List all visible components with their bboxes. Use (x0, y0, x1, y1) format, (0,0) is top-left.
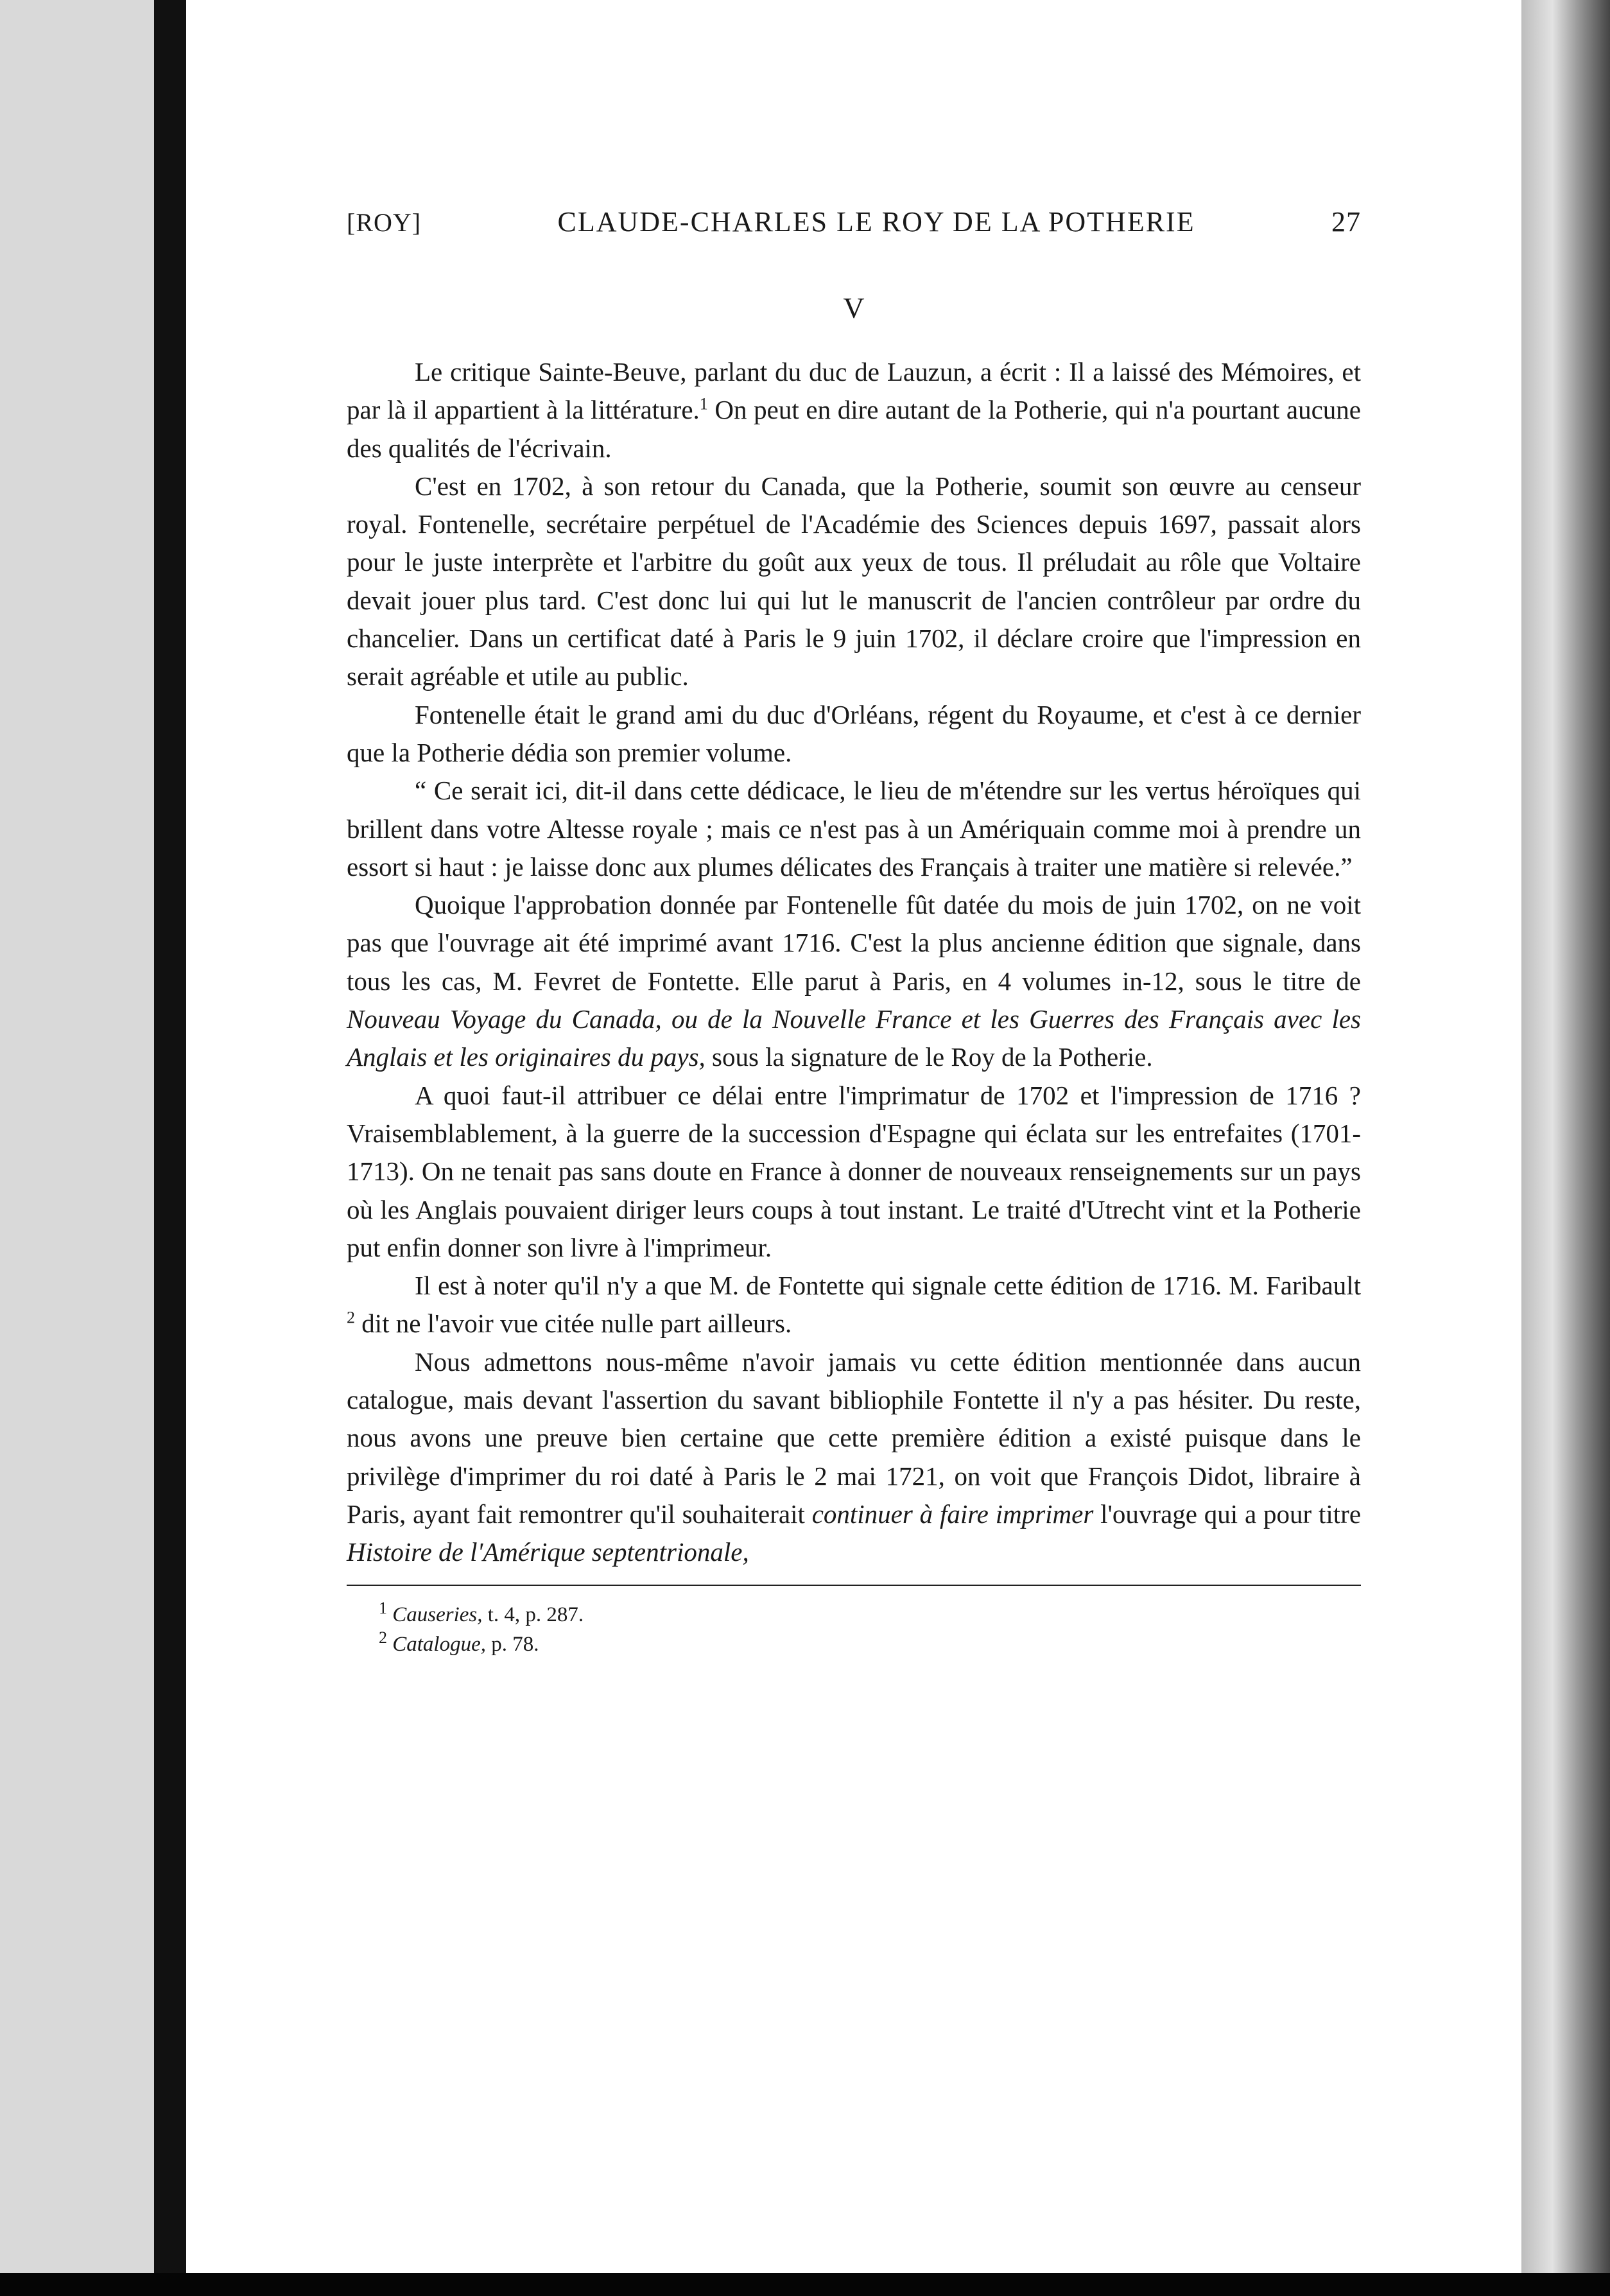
paragraph-1 (347, 353, 1361, 467)
footnote-1-mark: 1 (379, 1598, 387, 1617)
paragraph-1-text-b: On peut en dire autant de la Potherie, qui n'a pourtant aucune des qualités de l'écrivain. (347, 395, 1361, 463)
paragraph-5 (347, 886, 1361, 1076)
paragraph-2: C'est en 1702, à son retour du Canada, que la Potherie, soumit son œuvre au censeur royal. Fontenelle, secrétaire perpétuel de l'Académie des Sciences depuis 1697, passait alors pour le juste interprète et l'arbitre du goût aux yeux de tous. Il préludait au rôle que Voltaire devait jouer plus tard. C'est donc lui qui lut le manuscrit de l'ancien contrôleur par ordre du chancelier. Dans un certificat daté à Paris le 9 juin 1702, il déclare croire que l'impression en serait agréable et utile au public. (347, 471, 1361, 691)
paragraph-5-text-b: sous la signature de le Roy de la Potherie. (705, 1042, 1153, 1072)
running-head-title: CLAUDE-CHARLES LE ROY DE LA POTHERIE (557, 206, 1195, 238)
footnote-2-source: Catalogue, (392, 1632, 486, 1656)
page-number: 27 (1331, 206, 1361, 238)
paragraph-8 (347, 1343, 1361, 1572)
running-head (347, 205, 1361, 238)
footnote-2-rest: p. 78. (486, 1632, 539, 1656)
paragraph-3: Fontenelle était le grand ami du duc d'Orléans, régent du Royaume, et c'est à ce dernier que la Potherie dédia son premier volume. (347, 699, 1361, 767)
scan-right-edge (1521, 0, 1610, 2296)
footnote-2-mark: 2 (379, 1628, 387, 1647)
body-text (347, 353, 1361, 1572)
footnotes (347, 1600, 1361, 1659)
paragraph-7-text-a: Il est à noter qu'il n'y a que M. de Fontette qui signale cette édition de 1716. M. Faribault (415, 1271, 1361, 1301)
scan-bottom-edge (0, 2273, 1610, 2296)
book-title-italic: Nouveau Voyage du Canada, ou de la Nouvelle France et les Guerres des Français avec les Anglais et les originaires du pays, (347, 1004, 1361, 1072)
footnote-ref-1: 1 (699, 394, 708, 413)
footnote-1 (347, 1600, 1361, 1630)
book-page (186, 0, 1521, 2273)
paragraph-8-italic-title: Histoire de l'Amérique septentrionale, (347, 1537, 749, 1567)
footnote-ref-2: 2 (347, 1308, 355, 1327)
scan-binding-shadow (154, 0, 186, 2296)
section-numeral: V (843, 291, 865, 324)
paragraph-7-text-b: dit ne l'avoir vue citée nulle part ailleurs. (355, 1309, 792, 1339)
paragraph-7 (347, 1267, 1361, 1343)
paragraph-1-text-a: Le critique Sainte-Beuve, parlant du duc de Lauzun, a écrit : Il a laissé des Mémoires, et par là il appartient à la littérature. (347, 357, 1361, 425)
page-content (347, 205, 1361, 1659)
paragraph-8-text-b: l'ouvrage qui a pour titre (1093, 1499, 1362, 1529)
scan-left-margin (0, 0, 154, 2296)
paragraph-8-text-a: Nous admettons nous-même n'avoir jamais vu cette édition mentionnée dans aucun catalogue, mais devant l'assertion du savant bibliophile Fontette il n'y a pas hésiter. Du reste, nous avons une preuve bien certaine que cette première édition a existé puisque dans le privilège d'imprimer du roi daté à Paris le 2 mai 1721, on voit que François Didot, libraire à Paris, ayant fait remontrer qu'il souhaiterait (347, 1346, 1361, 1529)
footnote-1-source: Causeries, (392, 1603, 483, 1626)
footnote-divider (347, 1585, 1361, 1586)
paragraph-5-text-a: Quoique l'approbation donnée par Fontenelle fût datée du mois de juin 1702, on ne voit pas que l'ouvrage ait été imprimé avant 1716. C'est la plus ancienne édition que signale, dans tous les cas, M. Fevret de Fontette. Elle parut à Paris, en 4 volumes in-12, sous le titre de (347, 890, 1361, 996)
footnote-2 (347, 1630, 1361, 1659)
paragraph-6: A quoi faut-il attribuer ce délai entre l'imprimatur de 1702 et l'impression de 1716 ? Vraisemblablement, à la guerre de la succession d'Espagne qui éclata sur les entrefaites (1701-1713). On ne tenait pas sans doute en France à donner de nouveaux renseignements sur un pays où les Anglais pouvaient diriger leurs coups à tout instant. Le traité d'Utrecht vint et la Potherie put enfin donner son livre à l'imprimeur. (347, 1080, 1361, 1262)
running-head-tag: [ROY] (347, 208, 422, 237)
footnote-1-rest: t. 4, p. 287. (482, 1603, 584, 1626)
paragraph-8-italic-phrase: continuer à faire imprimer (811, 1499, 1094, 1529)
paragraph-4-quotation: “ Ce serait ici, dit-il dans cette dédicace, le lieu de m'étendre sur les vertus héroïques qui brillent dans votre Altesse royale ; mais ce n'est pas à un Amériquain comme moi à prendre un essort si haut : je laisse donc aux plumes délicates des Français à traiter une matière si relevée.” (347, 776, 1361, 882)
